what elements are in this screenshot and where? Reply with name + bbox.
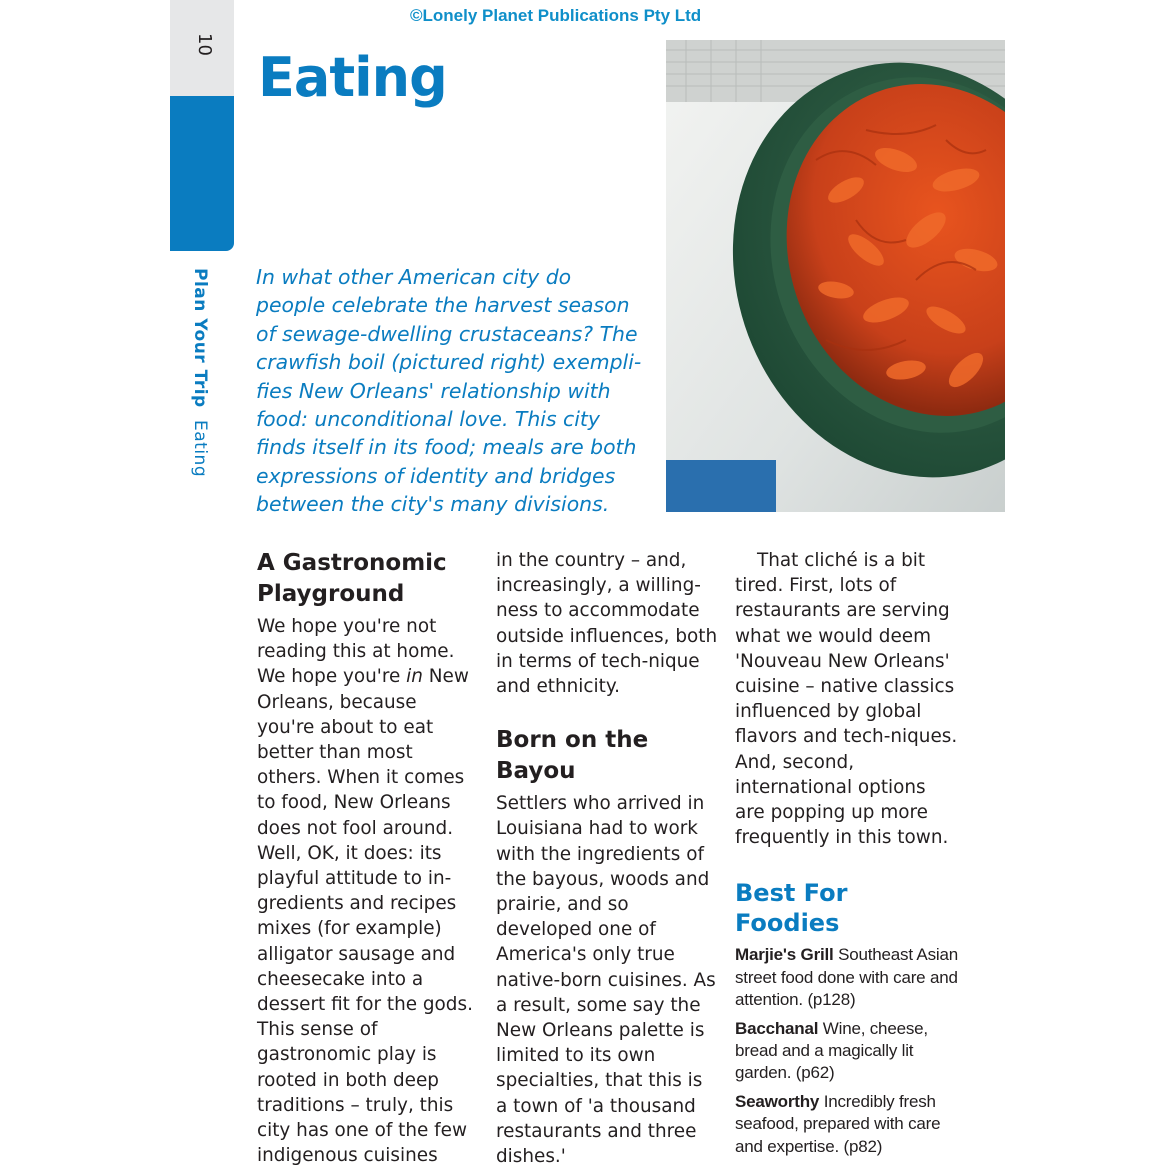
section-heading-gastronomic: A Gastronomic Playground [257, 550, 447, 607]
best-for-item [735, 1091, 960, 1158]
body-text: We hope you're not reading this at home. We hope you're [257, 616, 455, 688]
best-for-title: Best For Foodies [735, 879, 848, 938]
section-label: Plan Your Trip [190, 268, 210, 408]
intro-paragraph: In what other American city do people celebrate the harvest season of sewage-dwelling crustaceans? The crawfish boil (pictured right) exempli-fies New Orleans' relationship with food: unconditional love. This city finds itself in its food; meals are both expressions of identity and bridges between the city's many divisions. [256, 265, 642, 517]
best-for-item [735, 944, 960, 1011]
best-for-desc: Southeast Asian street food done with care and attention. (p128) [735, 945, 958, 1010]
best-for-name: Bacchanal [735, 1018, 819, 1038]
running-header [190, 268, 210, 477]
best-for-desc: Incredibly fresh seafood, prepared with care and expertise. (p82) [735, 1091, 941, 1156]
section-body-gastronomic-cont: in the country – and, increasingly, a willing-ness to accommodate outside influences, both in terms of tech-nique and ethnicity. [496, 550, 718, 698]
body-text: New Orleans, because you're about to eat better than most others. When it comes to food, New Orleans does not fool around. Well, OK, it does: its playful attitude to in-gredients and recipes mixes (for example) alligator sausage and cheesecake into a dessert fit for the gods. This sense of gastronomic play is rooted in both deep traditions – truly, this city has one of the few indigenous cuisines [257, 666, 473, 1167]
crawfish-photo [666, 40, 1005, 512]
section-heading-bayou: Born on the Bayou [496, 727, 649, 785]
article-column-3 [735, 548, 960, 1164]
article-column-2 [496, 548, 718, 1169]
best-for-name: Seaworthy [735, 1091, 820, 1111]
crawfish-bowl-illustration [666, 40, 1005, 512]
best-for-item [735, 1018, 960, 1085]
best-for-desc: Wine, cheese, bread and a magically lit garden. (p62) [735, 1018, 928, 1083]
body-emphasis: in [406, 666, 423, 688]
section-body-gastronomic [257, 614, 479, 1168]
section-color-tab [170, 96, 234, 251]
subsection-label: Eating [190, 419, 210, 477]
article-column-1 [257, 548, 479, 1168]
copyright-notice: ©Lonely Planet Publications Pty Ltd [410, 6, 702, 25]
section-body-bayou-cont: That cliché is a bit tired. First, lots of restaurants are serving what we would deem 'Nouveau New Orleans' cuisine – native classics influenced by global flavors and tech-niques. And, second, international options are popping up more frequently in this town. [735, 550, 958, 849]
best-for-name: Marjie's Grill [735, 945, 834, 965]
section-body-bayou: Settlers who arrived in Louisiana had to work with the ingredients of the bayous, woods and prairie, and so developed one of America's only true native-born cuisines. As a result, some say the New Orleans palette is limited to its own specialties, that this is a town of 'a thousand restaurants and three dishes.' [496, 793, 716, 1168]
page-title: Eating [258, 46, 447, 109]
page-number: 10 [193, 33, 215, 56]
